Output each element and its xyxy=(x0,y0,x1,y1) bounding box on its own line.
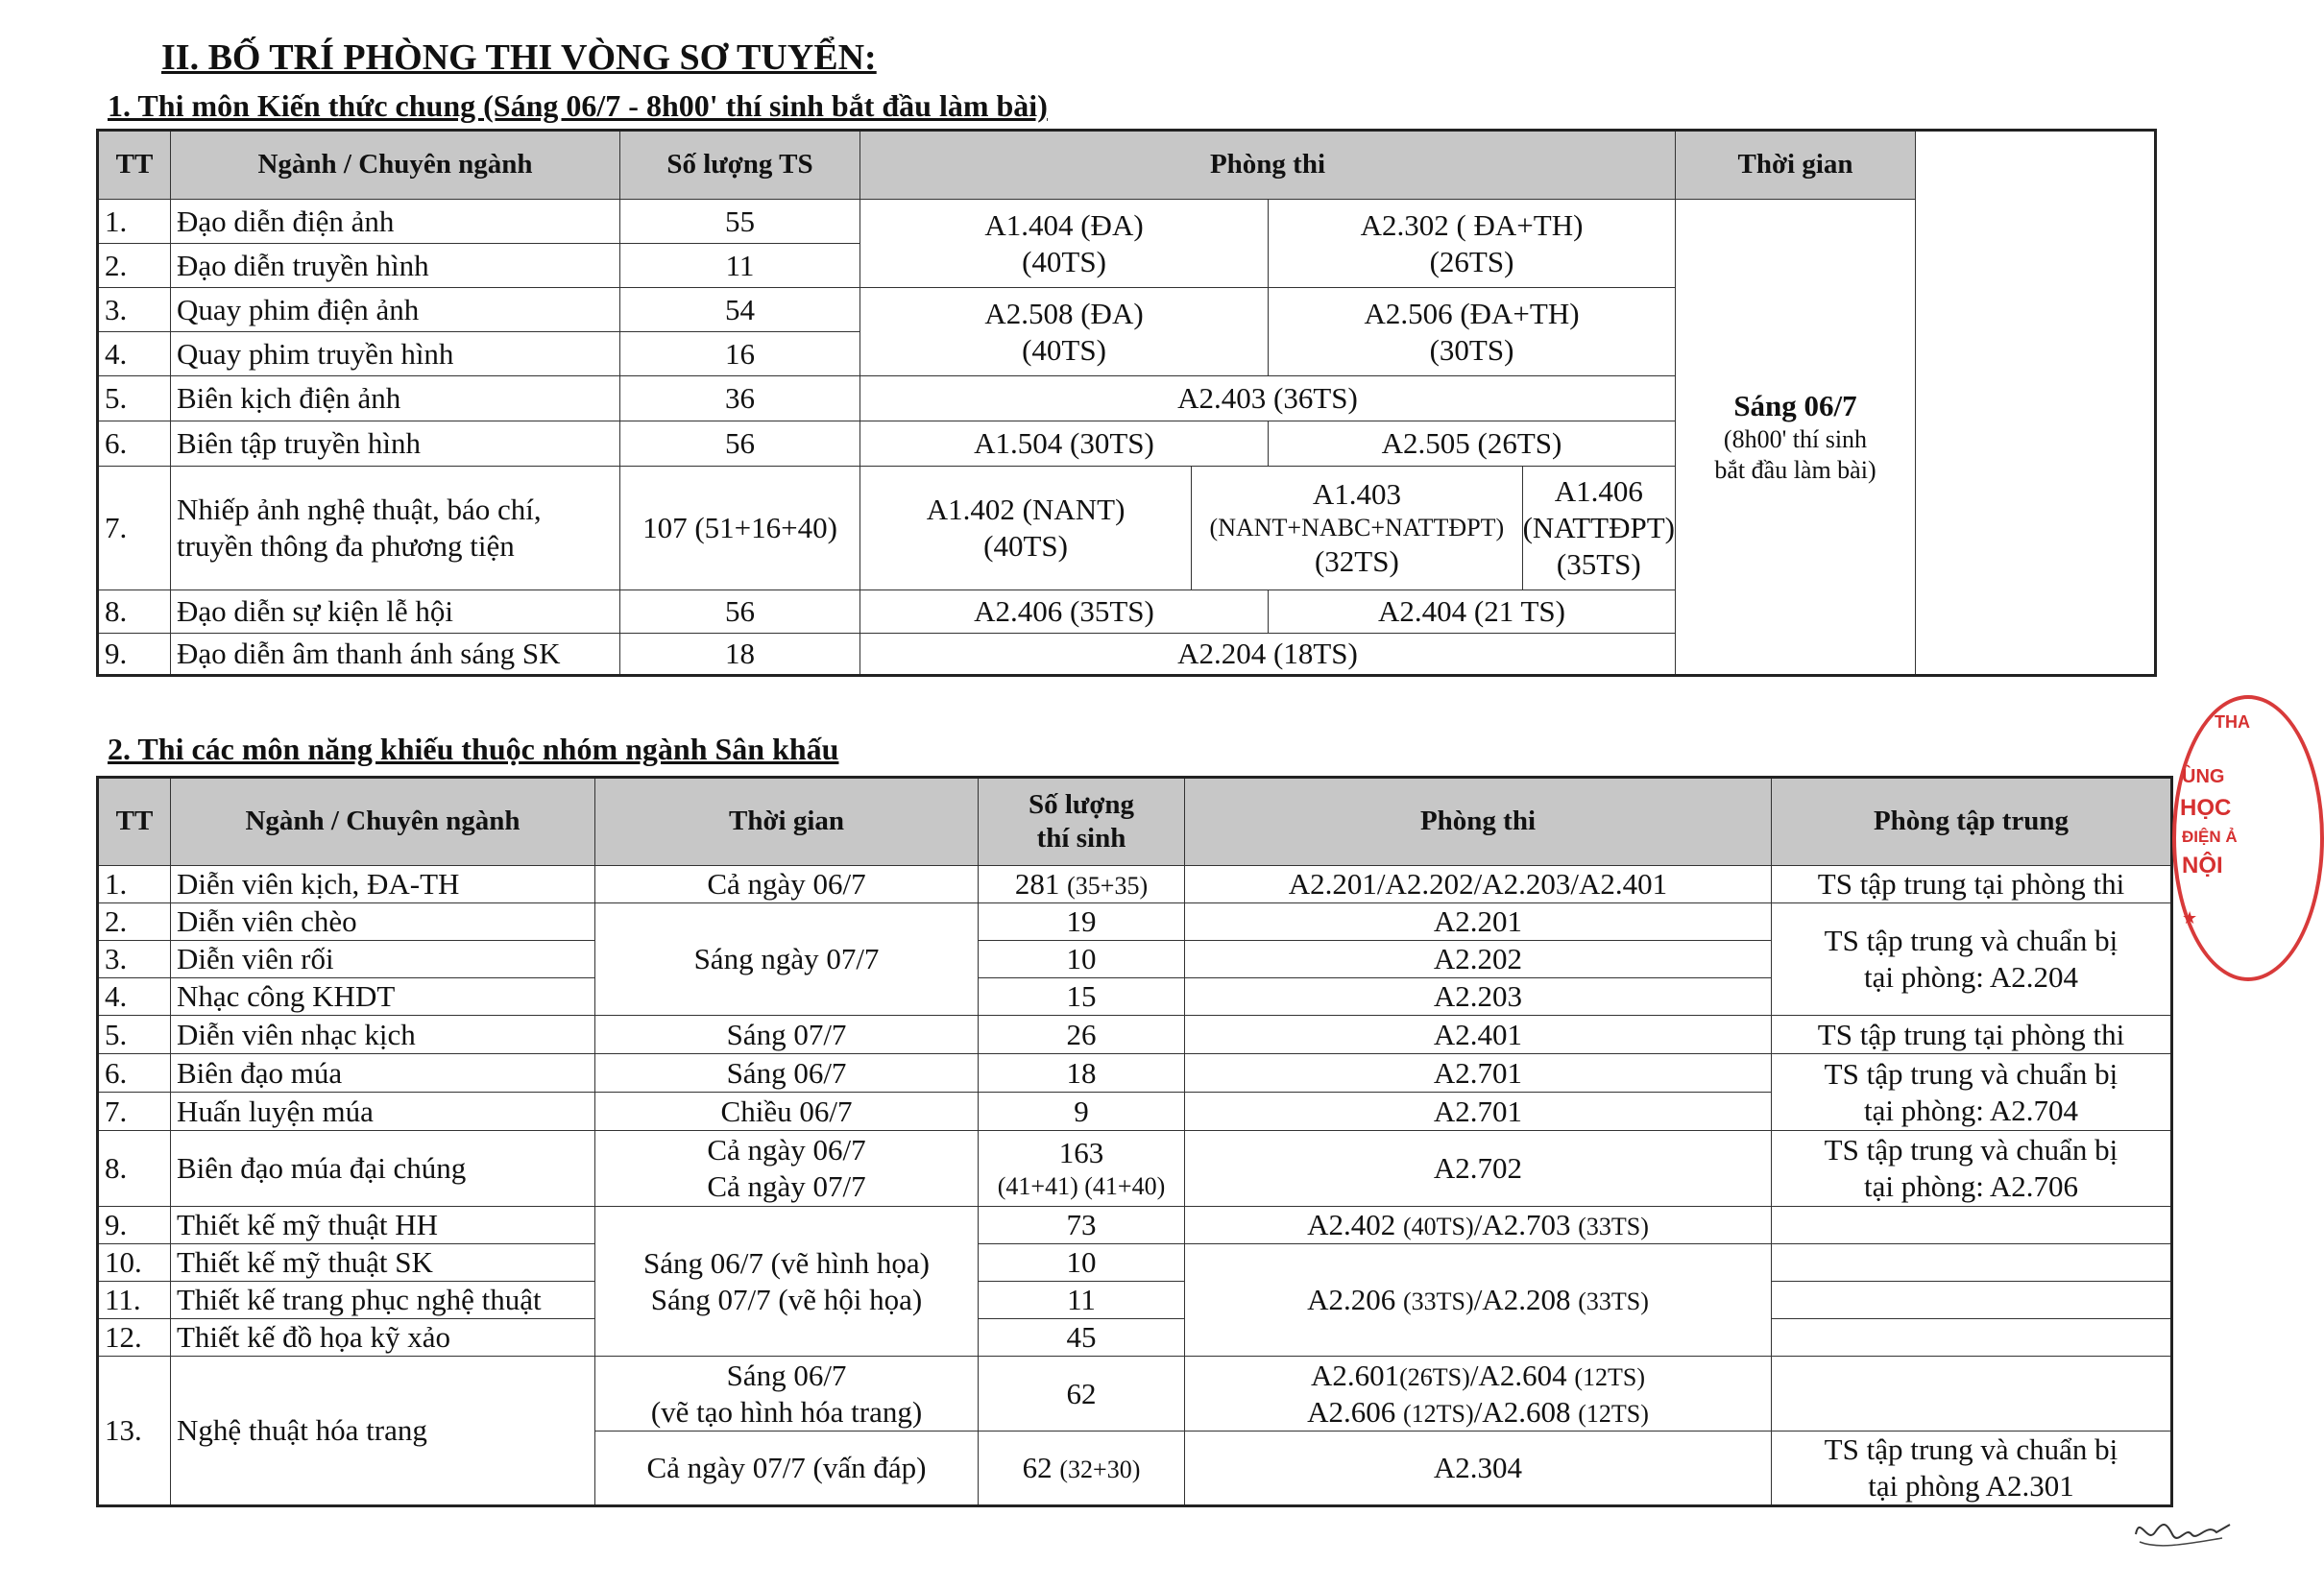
row-room: A2.402 (40TS)/A2.703 (33TS) xyxy=(1185,1207,1772,1244)
table-row xyxy=(98,1016,2172,1054)
row-major: Biên kịch điện ảnh xyxy=(171,376,620,421)
row-major: Quay phim điện ảnh xyxy=(171,288,620,332)
row-major: Quay phim truyền hình xyxy=(171,332,620,376)
row-count: 163 (41+41) (41+40) xyxy=(979,1131,1185,1207)
table-row xyxy=(98,1131,2172,1207)
row-major: Nhiếp ảnh nghệ thuật, báo chí, truyền thông đa phương tiện xyxy=(171,467,620,590)
row-count: 62 (32+30) xyxy=(979,1432,1185,1506)
table-row xyxy=(98,1054,2172,1093)
row-room: A2.701 xyxy=(1185,1054,1772,1093)
row-count: 18 xyxy=(979,1054,1185,1093)
row-count: 107 (51+16+40) xyxy=(620,467,860,590)
room-a1-403: A1.403 (NANT+NABC+NATTĐPT) (32TS) xyxy=(1192,467,1522,589)
header-count: Số lượng TS xyxy=(620,131,860,200)
header-tt: TT xyxy=(98,778,171,866)
row-time: Sáng 06/7 xyxy=(595,1054,979,1093)
table-row xyxy=(98,1357,2172,1432)
table-row xyxy=(98,866,2172,903)
header-gather: Phòng tập trung xyxy=(1772,778,2172,866)
row-tt: 6. xyxy=(98,421,171,467)
row-tt: 2. xyxy=(98,244,171,288)
row-count: 19 xyxy=(979,903,1185,941)
row-tt: 1. xyxy=(98,866,171,903)
room-cell: A2.302 ( ĐA+TH) (26TS) xyxy=(1269,200,1676,288)
row-tt: 3. xyxy=(98,288,171,332)
row-tt: 8. xyxy=(98,1131,171,1207)
row-major: Biên tập truyền hình xyxy=(171,421,620,467)
row-tt: 9. xyxy=(98,634,171,676)
row-count: 45 xyxy=(979,1319,1185,1357)
row-room: A2.206 (33TS)/A2.208 (33TS) xyxy=(1185,1244,1772,1357)
row-major: Biên đạo múa xyxy=(171,1054,595,1093)
row-major: Nghệ thuật hóa trang xyxy=(171,1357,595,1506)
room-cell: A1.504 (30TS) xyxy=(860,421,1269,467)
row-tt: 7. xyxy=(98,1093,171,1131)
room-cell: A2.505 (26TS) xyxy=(1269,421,1676,467)
row-count: 56 xyxy=(620,590,860,634)
page-heading: II. BỐ TRÍ PHÒNG THI VÒNG SƠ TUYỂN: xyxy=(161,37,877,78)
row-count: 16 xyxy=(620,332,860,376)
row-room: A2.401 xyxy=(1185,1016,1772,1054)
header-major: Ngành / Chuyên ngành xyxy=(171,131,620,200)
row-room: A2.201 xyxy=(1185,903,1772,941)
row-count: 55 xyxy=(620,200,860,244)
row-tt: 8. xyxy=(98,590,171,634)
row-count: 56 xyxy=(620,421,860,467)
time-cell: Sáng 06/7 (8h00' thí sinh bắt đầu làm bài) xyxy=(1676,200,1916,676)
row-tt: 4. xyxy=(98,978,171,1016)
header-time: Thời gian xyxy=(1676,131,1916,200)
row-major: Biên đạo múa đại chúng xyxy=(171,1131,595,1207)
row-gather xyxy=(1772,1357,2172,1432)
row-count: 11 xyxy=(620,244,860,288)
row-major: Thiết kế mỹ thuật HH xyxy=(171,1207,595,1244)
row-tt: 10. xyxy=(98,1244,171,1282)
row-major: Huấn luyện múa xyxy=(171,1093,595,1131)
row-room: A2.304 xyxy=(1185,1432,1772,1506)
room-cell-split xyxy=(860,467,1676,590)
room-cell: A2.204 (18TS) xyxy=(860,634,1676,676)
row-tt: 1. xyxy=(98,200,171,244)
row-gather: TS tập trung và chuẩn bị tại phòng A2.301 xyxy=(1772,1432,2172,1506)
header-time: Thời gian xyxy=(595,778,979,866)
row-count: 9 xyxy=(979,1093,1185,1131)
row-major: Diễn viên nhạc kịch xyxy=(171,1016,595,1054)
general-knowledge-table xyxy=(96,129,2157,677)
row-major: Diễn viên kịch, ĐA-TH xyxy=(171,866,595,903)
row-room: A2.203 xyxy=(1185,978,1772,1016)
row-tt: 13. xyxy=(98,1357,171,1506)
row-major: Đạo diễn sự kiện lễ hội xyxy=(171,590,620,634)
room-a1-406: A1.406 (NATTĐPT) (35TS) xyxy=(1522,474,1675,581)
row-tt: 5. xyxy=(98,376,171,421)
row-gather: TS tập trung và chuẩn bị tại phòng: A2.204 xyxy=(1772,903,2172,1016)
row-gather xyxy=(1772,1207,2172,1244)
row-major: Diễn viên chèo xyxy=(171,903,595,941)
room-cell: A2.508 (ĐA) (40TS) xyxy=(860,288,1269,376)
row-tt: 11. xyxy=(98,1282,171,1319)
table-row xyxy=(98,1244,2172,1282)
row-gather xyxy=(1772,1319,2172,1357)
header-tt: TT xyxy=(98,131,171,200)
row-time: Cả ngày 06/7 Cả ngày 07/7 xyxy=(595,1131,979,1207)
row-time: Sáng 06/7 (vẽ tạo hình hóa trang) xyxy=(595,1357,979,1432)
room-cell: A2.406 (35TS) xyxy=(860,590,1269,634)
row-tt: 12. xyxy=(98,1319,171,1357)
room-cell: A1.404 (ĐA) (40TS) xyxy=(860,200,1269,288)
row-gather: TS tập trung tại phòng thi xyxy=(1772,1016,2172,1054)
table-row xyxy=(98,1282,2172,1319)
row-room: A2.702 xyxy=(1185,1131,1772,1207)
row-major: Đạo diễn truyền hình xyxy=(171,244,620,288)
row-tt: 4. xyxy=(98,332,171,376)
row-count: 26 xyxy=(979,1016,1185,1054)
row-room: A2.601(26TS)/A2.604 (12TS) A2.606 (12TS)/A2.608 (12TS) xyxy=(1185,1357,1772,1432)
row-major: Thiết kế đồ họa kỹ xảo xyxy=(171,1319,595,1357)
row-room: A2.701 xyxy=(1185,1093,1772,1131)
row-tt: 7. xyxy=(98,467,171,590)
row-tt: 5. xyxy=(98,1016,171,1054)
row-count: 10 xyxy=(979,941,1185,978)
row-time: Cả ngày 07/7 (vấn đáp) xyxy=(595,1432,979,1506)
row-gather: TS tập trung và chuẩn bị tại phòng: A2.704 xyxy=(1772,1054,2172,1131)
row-count: 10 xyxy=(979,1244,1185,1282)
row-count: 36 xyxy=(620,376,860,421)
row-major: Diễn viên rối xyxy=(171,941,595,978)
row-count: 73 xyxy=(979,1207,1185,1244)
row-time: Sáng 06/7 (vẽ hình họa) Sáng 07/7 (vẽ hội họa) xyxy=(595,1207,979,1357)
row-room: A2.202 xyxy=(1185,941,1772,978)
row-count: 18 xyxy=(620,634,860,676)
row-count: 281 (35+35) xyxy=(979,866,1185,903)
signature-icon xyxy=(2130,1505,2236,1553)
talent-exam-table xyxy=(96,776,2173,1507)
table-row xyxy=(98,1319,2172,1357)
row-major: Thiết kế trang phục nghệ thuật xyxy=(171,1282,595,1319)
room-cell: A2.403 (36TS) xyxy=(860,376,1676,421)
row-time: Chiều 06/7 xyxy=(595,1093,979,1131)
official-seal-stamp: THA ÙNG HỌC ĐIỆN Ả NỘI ★ xyxy=(2172,695,2324,981)
header-major: Ngành / Chuyên ngành xyxy=(171,778,595,866)
table-row xyxy=(98,1207,2172,1244)
row-room: A2.201/A2.202/A2.203/A2.401 xyxy=(1185,866,1772,903)
row-major: Đạo diễn điện ảnh xyxy=(171,200,620,244)
row-gather: TS tập trung tại phòng thi xyxy=(1772,866,2172,903)
row-count: 15 xyxy=(979,978,1185,1016)
row-time: Sáng 07/7 xyxy=(595,1016,979,1054)
room-a1-402: A1.402 (NANT) (40TS) xyxy=(860,467,1192,589)
row-tt: 9. xyxy=(98,1207,171,1244)
section2-title: 2. Thi các môn năng khiếu thuộc nhóm ngành Sân khấu xyxy=(108,732,839,766)
row-tt: 2. xyxy=(98,903,171,941)
row-count: 62 xyxy=(979,1357,1185,1432)
row-gather xyxy=(1772,1282,2172,1319)
row-count: 54 xyxy=(620,288,860,332)
row-major: Nhạc công KHDT xyxy=(171,978,595,1016)
row-gather: TS tập trung và chuẩn bị tại phòng: A2.706 xyxy=(1772,1131,2172,1207)
row-tt: 3. xyxy=(98,941,171,978)
row-major: Thiết kế mỹ thuật SK xyxy=(171,1244,595,1282)
row-count: 11 xyxy=(979,1282,1185,1319)
table-row xyxy=(98,903,2172,941)
table-row xyxy=(98,200,2156,244)
header-room: Phòng thi xyxy=(860,131,1676,200)
row-time: Sáng ngày 07/7 xyxy=(595,903,979,1016)
room-cell: A2.506 (ĐA+TH) (30TS) xyxy=(1269,288,1676,376)
section1-title: 1. Thi môn Kiến thức chung (Sáng 06/7 - 8h00' thí sinh bắt đầu làm bài) xyxy=(108,88,1048,123)
room-cell: A2.404 (21 TS) xyxy=(1269,590,1676,634)
row-gather xyxy=(1772,1244,2172,1282)
row-time: Cả ngày 06/7 xyxy=(595,866,979,903)
header-room: Phòng thi xyxy=(1185,778,1772,866)
row-tt: 6. xyxy=(98,1054,171,1093)
header-count: Số lượng thí sinh xyxy=(979,778,1185,866)
row-major: Đạo diễn âm thanh ánh sáng SK xyxy=(171,634,620,676)
